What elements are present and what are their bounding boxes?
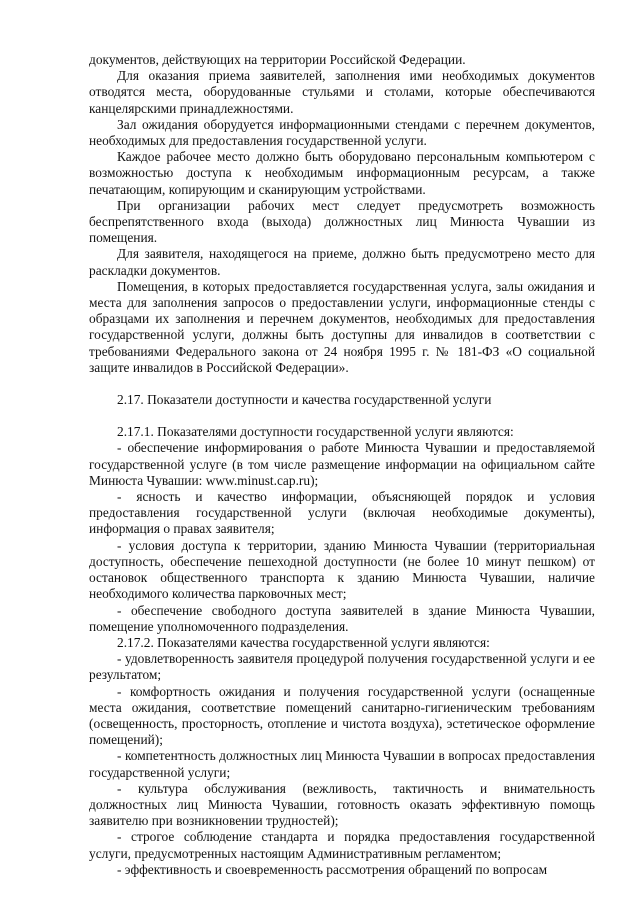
- paragraph-waiting-hall: Зал ожидания оборудуется информационными стендами с перечнем документов, необходимых для предоставления государственной услуги.: [89, 116, 595, 149]
- list-item-free-access: - обеспечение свободного доступа заявителей в здание Минюста Чувашии, помещение уполномоченного подразделения.: [89, 602, 595, 634]
- paragraph-2-17-1-intro: 2.17.1. Показателями доступности государственной услуги являются:: [117, 424, 514, 440]
- list-item-standard-compliance: - строгое соблюдение стандарта и порядка предоставления государственной услуги, предусмотренных настоящим Административным регламентом;: [89, 829, 595, 861]
- list-item-competence: - компетентность должностных лиц Минюста Чувашии в вопросах предоставления государственной услуги;: [89, 748, 595, 780]
- list-item-informing: - обеспечение информирования о работе Минюста Чувашии и предоставляемой государственной услуге (в том числе размещение информации на официальном сайте Минюста Чувашии: www.minust.cap.ru);: [89, 440, 595, 488]
- section-heading-2-17: 2.17. Показатели доступности и качества государственной услуги: [117, 392, 492, 408]
- list-item-comfort: - комфортность ожидания и получения государственной услуги (оснащенные места ожидания, соответствие помещений санитарно-гигиеническим требованиям (освещенность, просторность, отопление и чистота воздуха), эстетическое оформление помещений);: [89, 683, 595, 748]
- list-item-territory-access: - условия доступа к территории, зданию Минюста Чувашии (территориальная доступность, обеспечение пешеходной доступности (не более 10 минут пешком) от остановок общественного транспорта к зданию Минюста Чувашии, наличие необходимого количества парковочных мест;: [89, 537, 595, 602]
- list-item-satisfaction: - удовлетворенность заявителя процедурой получения государственной услуги и ее результатом;: [89, 651, 595, 683]
- paragraph-gap: [89, 376, 595, 392]
- document-page: [89, 52, 595, 878]
- paragraph-reception-places: Для оказания приема заявителей, заполнения ими необходимых документов отводятся места, оборудованные стульями и столами, которые обеспечиваются канцелярскими принадлежностями.: [89, 68, 595, 116]
- paragraph-workplace-organization: При организации рабочих мест следует предусмотреть возможность беспрепятственного входа (выхода) должностных лиц Минюста Чувашии из помещения.: [89, 197, 595, 246]
- paragraph-continuation: документов, действующих на территории Российской Федерации.: [89, 52, 466, 67]
- paragraph-workplace-equipment: Каждое рабочее место должно быть оборудовано персональным компьютером с возможностью доступа к необходимым информационным ресурсам, а также печатающим, копирующим и сканирующим устройствами.: [89, 149, 595, 197]
- list-item-efficiency: - эффективность и своевременность рассмотрения обращений по вопросам: [117, 861, 548, 877]
- list-item-service-culture: - культура обслуживания (вежливость, тактичность и внимательность должностных лиц Минюста Чувашии, готовность оказать эффективную помощь заявителю при возникновении трудностей);: [89, 780, 595, 829]
- paragraph-document-layout-place: Для заявителя, находящегося на приеме, должно быть предусмотрено место для раскладки документов.: [89, 246, 595, 278]
- list-item-clarity: - ясность и качество информации, объясняющей порядок и условия предоставления государственной услуги (включая необходимые документы), информация о правах заявителя;: [89, 489, 595, 537]
- paragraph-gap: [89, 408, 595, 424]
- paragraph-2-17-2-intro: 2.17.2. Показателями качества государственной услуги являются:: [117, 634, 490, 650]
- paragraph-accessibility-disabled: Помещения, в которых предоставляется государственная услуга, залы ожидания и места для заполнения запросов о предоставлении услуги, информационные стенды с образцами их заполнения и перечнем документов, необходимых для предоставления государственной услуги, должны быть доступны для инвалидов в соответствии с требованиями Федерального закона от 24 ноября 1995 г. № 181-ФЗ «О социальной защите инвалидов в Российской Федерации».: [89, 278, 595, 375]
